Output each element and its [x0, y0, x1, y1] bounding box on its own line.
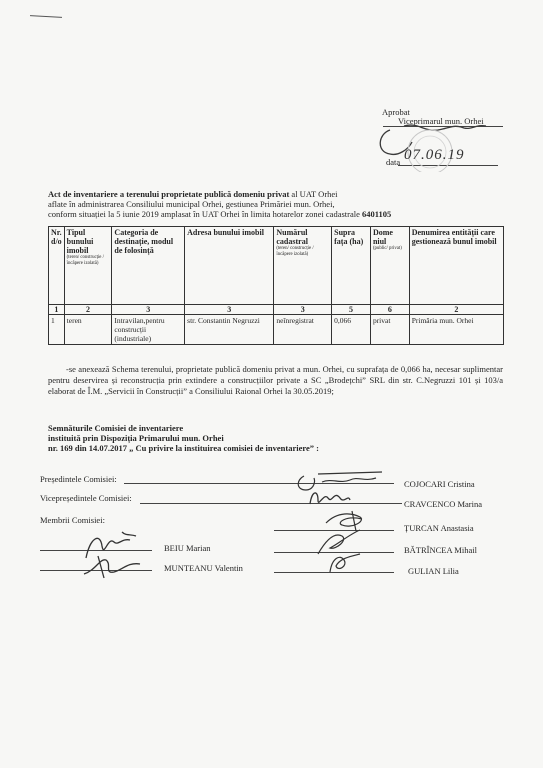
- approval-viceprimar: Viceprimarul mun. Orhei: [398, 116, 484, 126]
- presedinte-name: COJOCARI Cristina: [404, 479, 475, 489]
- title-bold: Act de inventariere a terenului proprietate publică domeniu privat: [48, 189, 290, 199]
- approval-data-label: data: [386, 157, 401, 167]
- table-row: [49, 315, 504, 345]
- gulian-name: GULIAN Lilia: [408, 566, 459, 576]
- table-header-row: [49, 227, 504, 305]
- approval-aprobat: Aprobat: [382, 107, 410, 117]
- munteanu-signature: [78, 548, 148, 582]
- col-number: 2: [409, 305, 503, 315]
- presedinte-label: Președintele Comisiei:: [40, 474, 117, 484]
- header-domeniul: [370, 227, 409, 305]
- cell-suprafata: 0,066: [332, 315, 371, 345]
- batrincea-name: BĂTRÎNCEA Mihail: [404, 545, 477, 555]
- annex-paragraph: -se anexează Schema terenului, proprietate publică domeniu privat a mun. Orhei, cu suprafața de 0,066 ha, necesar suplimentar pentru deservirea și reconstrucția prin extindere a construcțiilor private a SC „Brodețchi” SRL din str. C.Negruzzi 101 și 103/a elaborat de Î.M. „Servicii în Construcții” a Consiliului Raional Orhei la 30.05.2019;: [48, 364, 503, 396]
- cell-denumirea: Primăria mun. Orhei: [409, 315, 503, 345]
- munteanu-name: MUNTEANU Valentin: [164, 563, 243, 573]
- cell-categoria: Intravilan,pentru construcții (industriale): [112, 315, 185, 345]
- header-tipul-sub: (teren/ construcție /încăpere izolată): [66, 255, 104, 266]
- col-number: 3: [185, 305, 274, 315]
- vice-name: CRAVCENCO Marina: [404, 499, 482, 509]
- commission-line1: Semnăturile Comisiei de inventariere: [48, 423, 184, 433]
- col-number: 6: [370, 305, 409, 315]
- header-tipul: [64, 227, 112, 305]
- header-denumirea: Denumirea entității care gestionează bunul imobil: [409, 227, 503, 305]
- col-number: 2: [64, 305, 112, 315]
- cell-adresa: str. Constantin Negruzzi: [185, 315, 274, 345]
- cell-nr: 1: [49, 315, 65, 345]
- title-rest: al UAT Orhei: [291, 189, 338, 199]
- cadastral-zone: 6401105: [362, 209, 392, 219]
- header-tipul-text: Tipul bunului imobil: [66, 228, 94, 255]
- title-line3-text: conform situației la 5 iunie 2019 amplasat în UAT Orhei în limita hotarelor zonei cadastrale: [48, 209, 360, 219]
- header-numarul-sub: (teren/ construcție /încăpere izolată): [276, 246, 314, 257]
- scan-mark: [30, 15, 62, 18]
- header-suprafata: Supra fața (ha): [332, 227, 371, 305]
- title-line2: aflate în administrarea Consiliului municipal Orhei, gestiunea Primăriei mun. Orhei,: [48, 199, 335, 209]
- membrii-label: Membrii Comisiei:: [40, 515, 105, 525]
- header-categoria: Categoria de destinație, modul de folosință: [112, 227, 185, 305]
- header-numarul: [274, 227, 332, 305]
- title-line1: [48, 189, 488, 199]
- commission-line3: nr. 169 din 14.07.2017 „ Cu privire la instituirea comisiei de inventariere” :: [48, 443, 319, 453]
- header-domeniul-sub: (public/ privat): [372, 246, 402, 251]
- beiu-name: BEIU Marian: [164, 543, 211, 553]
- col-number: 5: [332, 305, 371, 315]
- approval-date: 07.06.19: [404, 147, 465, 163]
- col-number: 1: [49, 305, 65, 315]
- inventory-table: [48, 226, 504, 345]
- cell-domeniul: privat: [370, 315, 409, 345]
- col-number: 3: [112, 305, 185, 315]
- column-number-row: [49, 305, 504, 315]
- cell-tipul: teren: [64, 315, 112, 345]
- gulian-signature: [320, 548, 370, 578]
- cell-numarul: neînregistrat: [274, 315, 332, 345]
- header-domeniul-text: Dome niul: [372, 228, 393, 246]
- title-line3: [48, 209, 508, 219]
- col-number: 3: [274, 305, 332, 315]
- header-nr: Nr. d/o: [49, 227, 65, 305]
- vice-label: Vicepreședintele Comisiei:: [40, 493, 132, 503]
- header-adresa: Adresa bunului imobil: [185, 227, 274, 305]
- commission-line2: instituită prin Dispoziția Primarului mun. Orhei: [48, 433, 224, 443]
- header-numarul-text: Numărul cadastral: [276, 228, 308, 246]
- turcan-name: ȚURCAN Anastasia: [404, 523, 474, 533]
